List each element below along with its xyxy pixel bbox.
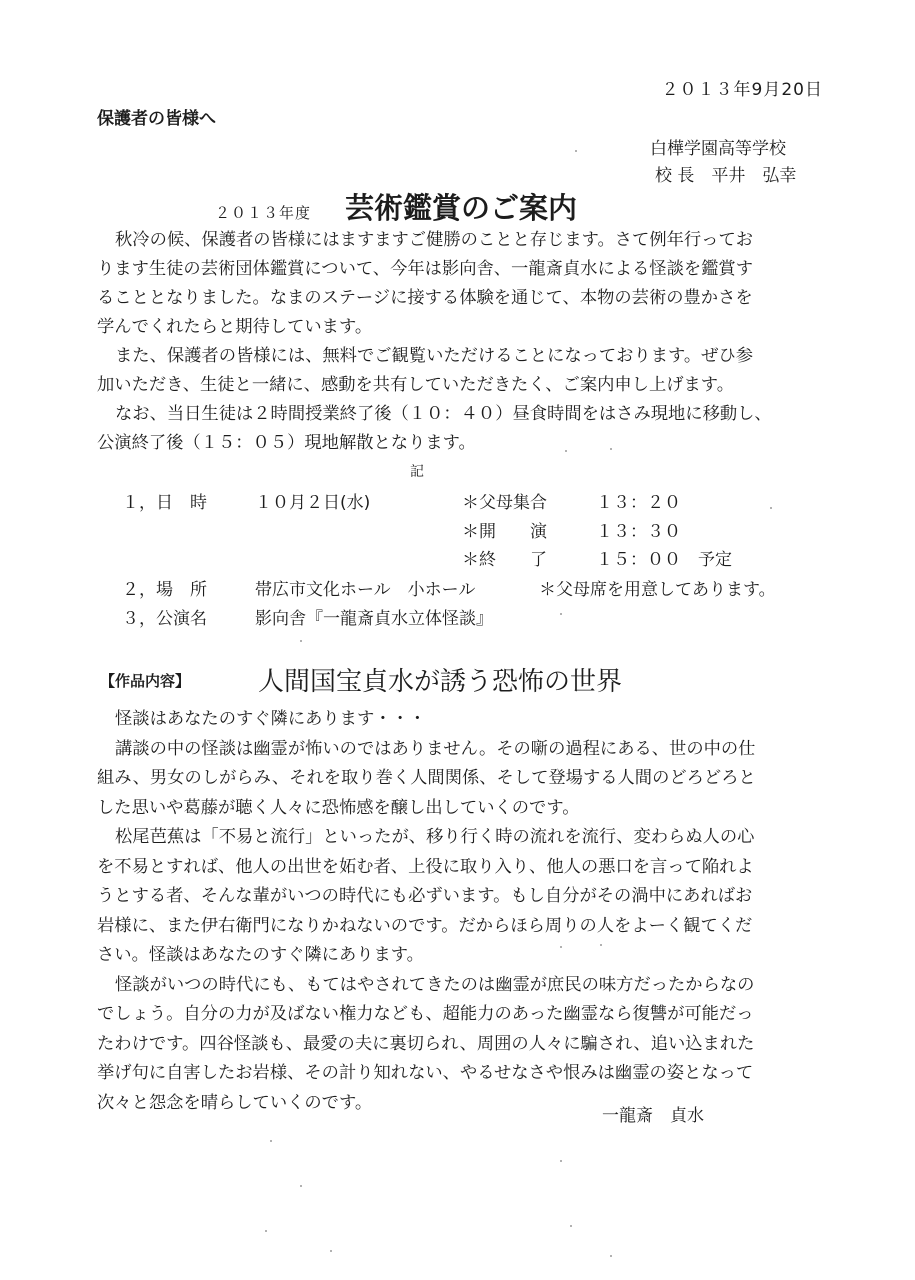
work-line: 松尾芭蕉は「不易と流行」といったが、移り行く時の流れを流行、変わらぬ人の心: [115, 827, 755, 847]
scan-speck: [560, 613, 562, 615]
work-line: 組み、男女のしがらみ、それを取り巻く人間関係、そして登場する人間のどろどろと: [97, 768, 756, 788]
scan-speck: [560, 946, 562, 948]
school-name: 白樺学園高等学校: [650, 139, 786, 159]
work-line: 挙げ句に自害したお岩様、その計り知れない、やるせなさや恨みは幽霊の姿となって: [97, 1063, 754, 1083]
show-label: ３，公演名: [122, 609, 207, 629]
work-line: 怪談はあなたのすぐ隣にあります・・・: [115, 709, 427, 729]
date-label: １，日 時: [122, 493, 207, 513]
document-title: 芸術鑑賞のご案内: [345, 191, 578, 225]
title-year: ２０１３年度: [215, 204, 312, 222]
work-line: うとする者、そんな輩がいつの時代にも必ずいます。もし自分がその渦中にあればお: [97, 886, 753, 906]
scan-speck: [610, 448, 612, 450]
show-value: 影向舎『一龍斎貞水立体怪談』: [255, 609, 493, 629]
scan-speck: [265, 1230, 267, 1232]
scan-speck: [300, 640, 302, 642]
work-line: 怪談がいつの時代にも、もてはやされてきたのは幽霊が庶民の味方だったからなの: [115, 974, 755, 995]
intro-line: 秋冷の候、保護者の皆様にはますますご健勝のことと存じます。さて例年行ってお: [115, 230, 754, 250]
scan-speck: [610, 1255, 612, 1257]
work-line: さい。怪談はあなたのすぐ隣にあります。: [97, 945, 424, 965]
scan-speck: [270, 1140, 272, 1142]
time-value-start: １３：３０: [596, 522, 681, 542]
time-value-gather: １３：２０: [596, 493, 681, 513]
intro-line: 公演終了後（１５：０５）現地解散となります。: [97, 433, 476, 453]
intro-line: ることとなりました。なまのステージに接する体験を通じて、本物の芸術の豊かさを: [97, 288, 753, 308]
scan-speck: [575, 150, 577, 152]
work-line: 岩様に、また伊右衛門になりかねないのです。だからほら周りの人をよーく観てくだ: [97, 915, 753, 936]
time-value-end: １５：００ 予定: [596, 550, 732, 570]
work-line: たわけです。四谷怪談も、最愛の夫に裏切られ、周囲の人々に騙され、追い込まれた: [97, 1033, 755, 1054]
scan-speck: [565, 450, 567, 452]
ki-mark: 記: [410, 464, 424, 480]
scan-speck: [570, 1225, 572, 1227]
work-line: 次々と怨念を晴らしていくのです。: [97, 1092, 373, 1113]
work-line: を不易とすれば、他人の出世を妬む者、上役に取り入り、他人の悪口を言って陥れよ: [97, 856, 754, 877]
date-value: １０月２日(水): [255, 493, 371, 513]
work-text: [97, 705, 837, 1118]
time-label-start: ＊開 演: [462, 522, 547, 542]
scan-speck: [560, 1160, 562, 1162]
intro-text: [97, 226, 837, 458]
scan-speck: [600, 944, 602, 946]
intro-line: 学んでくれたらと期待しています。: [97, 317, 373, 337]
signature: 一龍斎 貞水: [602, 1106, 704, 1126]
addressee: 保護者の皆様へ: [97, 109, 216, 129]
time-label-gather: ＊父母集合: [462, 493, 547, 513]
intro-line: なお、当日生徒は２時間授業終了後（１０：４０）昼食時間をはさみ現地に移動し、: [115, 404, 772, 424]
document-date: ２０１３年9月20日: [661, 80, 823, 100]
intro-line: 加いただき、生徒と一緒に、感動を共有していただきたく、ご案内申し上げます。: [97, 375, 734, 395]
place-note: ＊父母席を用意してあります。: [539, 580, 776, 600]
scan-speck: [330, 1250, 332, 1252]
work-heading: 人間国宝貞水が誘う恐怖の世界: [258, 667, 623, 697]
work-label: 【作品内容】: [100, 672, 191, 690]
work-line: 講談の中の怪談は幽霊が怖いのではありません。その噺の過程にある、世の中の仕: [115, 738, 756, 759]
work-line: した思いや葛藤が聴く人々に恐怖感を醸し出していくのです。: [97, 797, 580, 818]
intro-line: ります生徒の芸術団体鑑賞について、今年は影向舎、一龍斎貞水による怪談を鑑賞す: [97, 259, 753, 279]
work-line: でしょう。自分の力が及ばない権力なども、超能力のあった幽霊なら復讐が可能だっ: [97, 1004, 754, 1024]
principal-name: 校 長 平井 弘幸: [655, 166, 797, 186]
intro-line: また、保護者の皆様には、無料でご観覧いただけることになっております。ぜひ参: [115, 346, 754, 366]
place-value: 帯広市文化ホール 小ホール: [255, 580, 476, 600]
time-label-end: ＊終 了: [462, 550, 547, 570]
scan-speck: [770, 507, 772, 509]
place-label: ２，場 所: [122, 580, 207, 600]
scan-speck: [300, 1185, 302, 1187]
